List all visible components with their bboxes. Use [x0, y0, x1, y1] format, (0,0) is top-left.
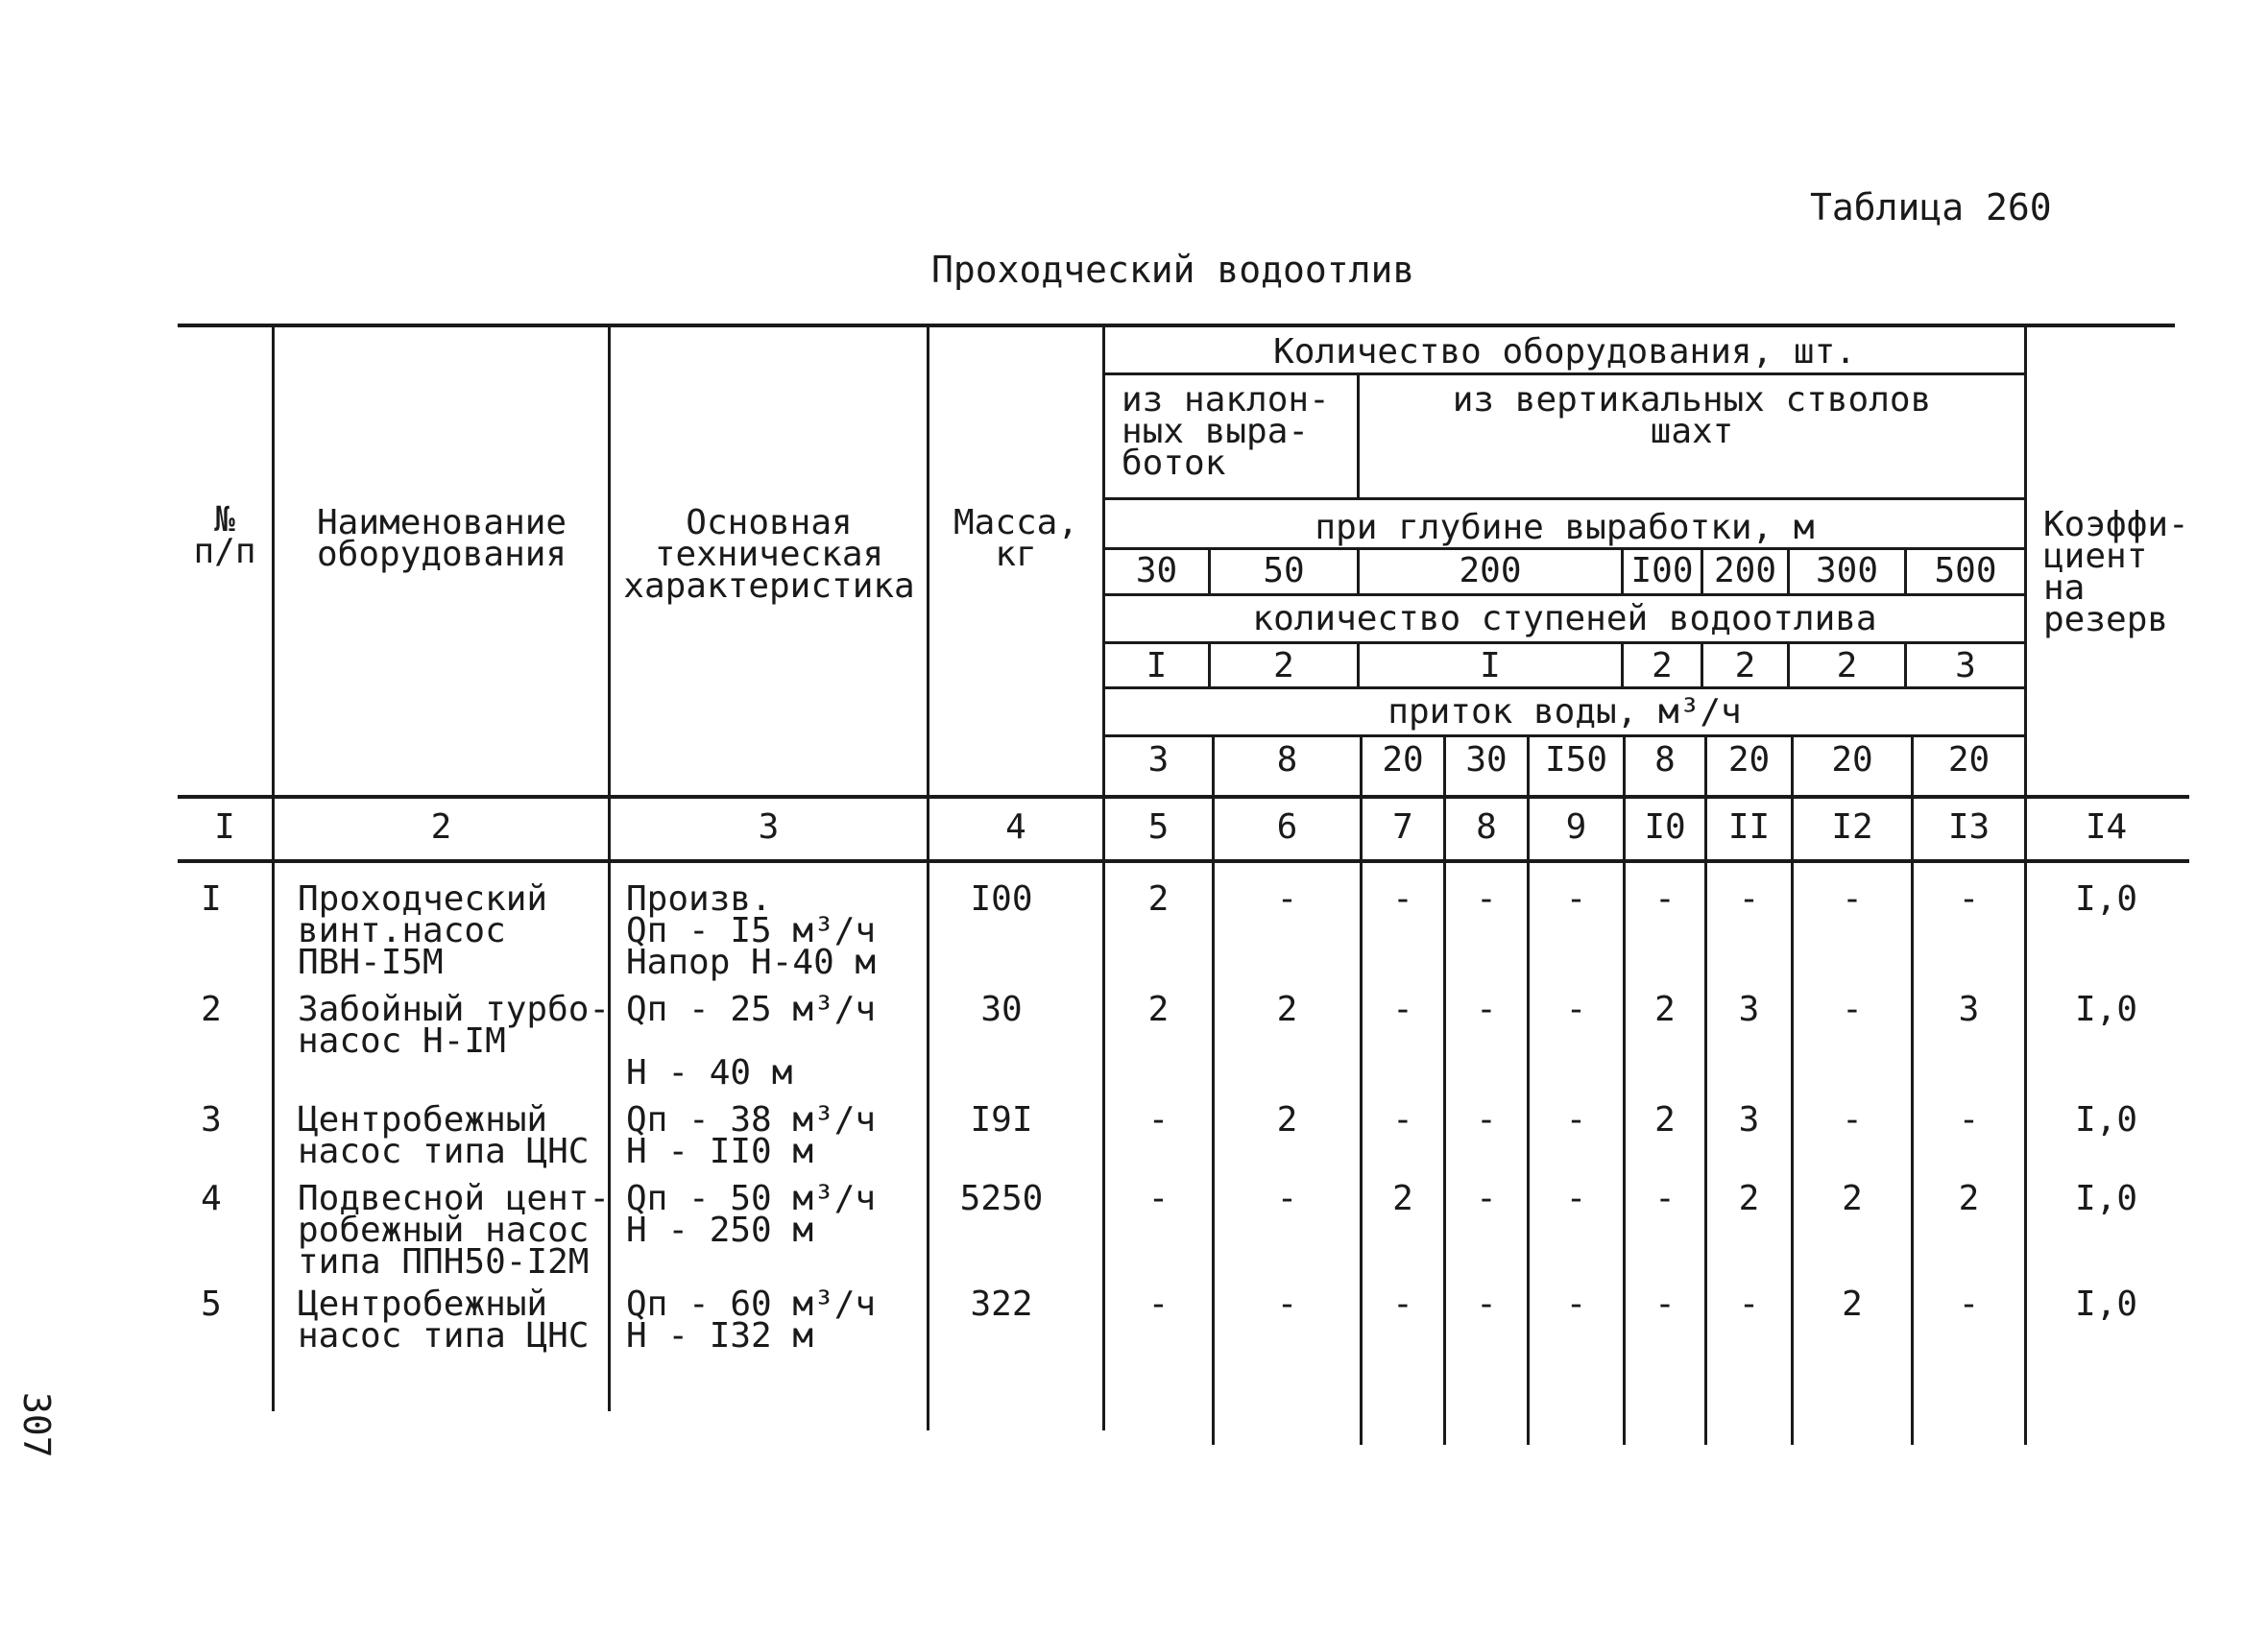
row-value: - [1476, 1285, 1497, 1324]
colnum-12: I2 [1831, 807, 1873, 847]
row-value: 2 [1147, 990, 1170, 1029]
colnum-8: 8 [1476, 807, 1497, 847]
colnum-1: I [214, 807, 235, 847]
row-mass: I00 [970, 879, 1033, 919]
row-coef: I,0 [2074, 1285, 2138, 1324]
row-num: 5 [201, 1285, 222, 1324]
row-value: - [1476, 1179, 1497, 1218]
row-value: - [1276, 1285, 1298, 1324]
header-num: № п/п [193, 500, 256, 571]
colnum-6: 6 [1276, 807, 1298, 847]
header-coef: Коэффи- циент на резерв [2043, 505, 2189, 639]
row-value: - [1654, 1179, 1676, 1218]
colnum-11: II [1727, 807, 1771, 847]
inflow-label-rule [1102, 734, 2024, 737]
stage-1: I [1146, 646, 1168, 685]
origin-rule [1102, 497, 2024, 500]
inflow-6: 8 [1654, 740, 1676, 780]
row-value: - [1392, 1100, 1413, 1140]
colnum-13: I3 [1947, 807, 1991, 847]
inflow-9: 20 [1947, 740, 1991, 780]
col-divider-1 [272, 326, 275, 1411]
row-value: - [1147, 1100, 1170, 1140]
row-value: - [1147, 1179, 1170, 1218]
depth-3: 200 [1459, 551, 1522, 590]
row-value: - [1276, 879, 1298, 919]
row-value: 2 [1958, 1179, 1980, 1218]
row-value: - [1476, 990, 1497, 1029]
row-value: 2 [1392, 1179, 1413, 1218]
header-inflow: приток воды, м³/ч [1387, 692, 1742, 732]
inflow-5: I50 [1544, 740, 1608, 780]
row-value: - [1392, 990, 1413, 1029]
row-name: Проходческий винт.насос ПВН-I5M [298, 879, 548, 982]
stage-5: 2 [1734, 646, 1756, 685]
depth-6: 300 [1815, 551, 1879, 590]
row-value: - [1738, 1285, 1760, 1324]
stage-7: 3 [1955, 646, 1976, 685]
row-value: - [1654, 1285, 1676, 1324]
row-coef: I,0 [2074, 990, 2138, 1029]
row-value: - [1392, 879, 1413, 919]
row-mass: I9I [970, 1100, 1033, 1140]
row-num: 4 [201, 1179, 222, 1218]
stage-4: 2 [1652, 646, 1673, 685]
row-value: - [1476, 1100, 1497, 1140]
col-divider-4 [1102, 326, 1105, 1430]
row-spec: Qп - 38 м³/ч Н - II0 м [626, 1100, 877, 1171]
row-value: 2 [1654, 990, 1676, 1029]
header-spec: Основная техническая характеристика [623, 503, 915, 606]
header-stages: количество ступеней водоотлива [1252, 599, 1877, 638]
row-num: 3 [201, 1100, 222, 1140]
inflow-8: 20 [1831, 740, 1873, 780]
colnum-4: 4 [1005, 807, 1026, 847]
header-qty: Количество оборудования, шт. [1273, 332, 1856, 372]
header-bottom-rule [178, 795, 2189, 799]
row-num: I [201, 879, 222, 919]
depth-rule [1102, 547, 2024, 550]
row-value: - [1565, 1100, 1587, 1140]
depth-4: I00 [1630, 551, 1694, 590]
row-spec: Произв. Qп - I5 м³/ч Напор Н-40 м [626, 879, 877, 982]
header-inclined: из наклон- ных выра- боток [1122, 380, 1330, 483]
col-divider-3 [927, 326, 929, 1430]
row-value: - [1565, 1179, 1587, 1218]
qty-header-rule [1102, 372, 2024, 375]
colnum-9: 9 [1565, 807, 1587, 847]
row-value: - [1476, 879, 1497, 919]
row-mass: 322 [970, 1285, 1033, 1324]
inflow-7: 20 [1727, 740, 1771, 780]
row-value: - [1842, 990, 1863, 1029]
row-value: - [1565, 1285, 1587, 1324]
row-value: 3 [1738, 1100, 1760, 1140]
inflow-4: 30 [1465, 740, 1508, 780]
row-value: - [1565, 879, 1587, 919]
table-label: Таблица 260 [1810, 186, 2052, 228]
inflow-2: 8 [1276, 740, 1298, 780]
page-number: 307 [15, 1392, 58, 1458]
header-mass: Масса, кг [953, 503, 1079, 574]
row-value: 2 [1738, 1179, 1760, 1218]
row-name: Забойный турбо- насос Н-IM [298, 990, 611, 1061]
row-value: - [1842, 879, 1863, 919]
numbers-bottom-rule [178, 859, 2189, 863]
row-name: Центробежный насос типа ЦНС [298, 1100, 590, 1171]
colnum-3: 3 [758, 807, 780, 847]
colnum-2: 2 [430, 807, 452, 847]
stages-label-rule [1102, 641, 2024, 644]
header-name: Наименование оборудования [317, 503, 567, 574]
row-spec: Qп - 25 м³/ч Н - 40 м [626, 990, 877, 1093]
row-value: 3 [1958, 990, 1980, 1029]
stage-2: 2 [1273, 646, 1294, 685]
colnum-10: I0 [1644, 807, 1686, 847]
depths-rule [1102, 593, 2024, 596]
colnum-7: 7 [1392, 807, 1413, 847]
row-value: - [1958, 1285, 1980, 1324]
row-value: 3 [1738, 990, 1760, 1029]
colnum-5: 5 [1147, 807, 1170, 847]
top-rule [178, 324, 2175, 327]
inflow-1: 3 [1147, 740, 1170, 780]
row-value: 2 [1276, 1100, 1298, 1140]
row-num: 2 [201, 990, 222, 1029]
table-title: Проходческий водоотлив [931, 249, 1415, 291]
row-value: - [1654, 879, 1676, 919]
row-value: 2 [1147, 879, 1170, 919]
header-vertical: из вертикальных стволов шахт [1452, 380, 1932, 451]
stage-6: 2 [1836, 646, 1858, 685]
stages-rule [1102, 686, 2024, 689]
row-value: 2 [1654, 1100, 1676, 1140]
depth-2: 50 [1263, 551, 1305, 590]
row-value: 2 [1842, 1179, 1863, 1218]
row-value: 2 [1842, 1285, 1863, 1324]
colnum-14: I4 [2085, 807, 2128, 847]
inflow-3: 20 [1382, 740, 1424, 780]
depth-1: 30 [1135, 551, 1178, 590]
row-coef: I,0 [2074, 1100, 2138, 1140]
depth-5: 200 [1713, 551, 1777, 590]
row-value: - [1565, 990, 1587, 1029]
row-value: - [1958, 1100, 1980, 1140]
row-value: - [1147, 1285, 1170, 1324]
row-value: - [1738, 879, 1760, 919]
row-spec: Qп - 50 м³/ч Н - 250 м [626, 1179, 877, 1250]
row-coef: I,0 [2074, 1179, 2138, 1218]
row-value: - [1392, 1285, 1413, 1324]
row-name: Подвесной цент- робежный насос типа ППН50-I2M [298, 1179, 611, 1282]
row-coef: I,0 [2074, 879, 2138, 919]
row-value: - [1958, 879, 1980, 919]
row-mass: 30 [980, 990, 1023, 1029]
header-depth: при глубине выработки, м [1315, 508, 1815, 547]
stage-3: I [1480, 646, 1501, 685]
row-value: - [1276, 1179, 1298, 1218]
row-value: - [1842, 1100, 1863, 1140]
depth-7: 500 [1934, 551, 1997, 590]
row-spec: Qп - 60 м³/ч Н - I32 м [626, 1285, 877, 1356]
row-mass: 5250 [959, 1179, 1044, 1218]
row-name: Центробежный насос типа ЦНС [298, 1285, 590, 1356]
row-value: 2 [1276, 990, 1298, 1029]
